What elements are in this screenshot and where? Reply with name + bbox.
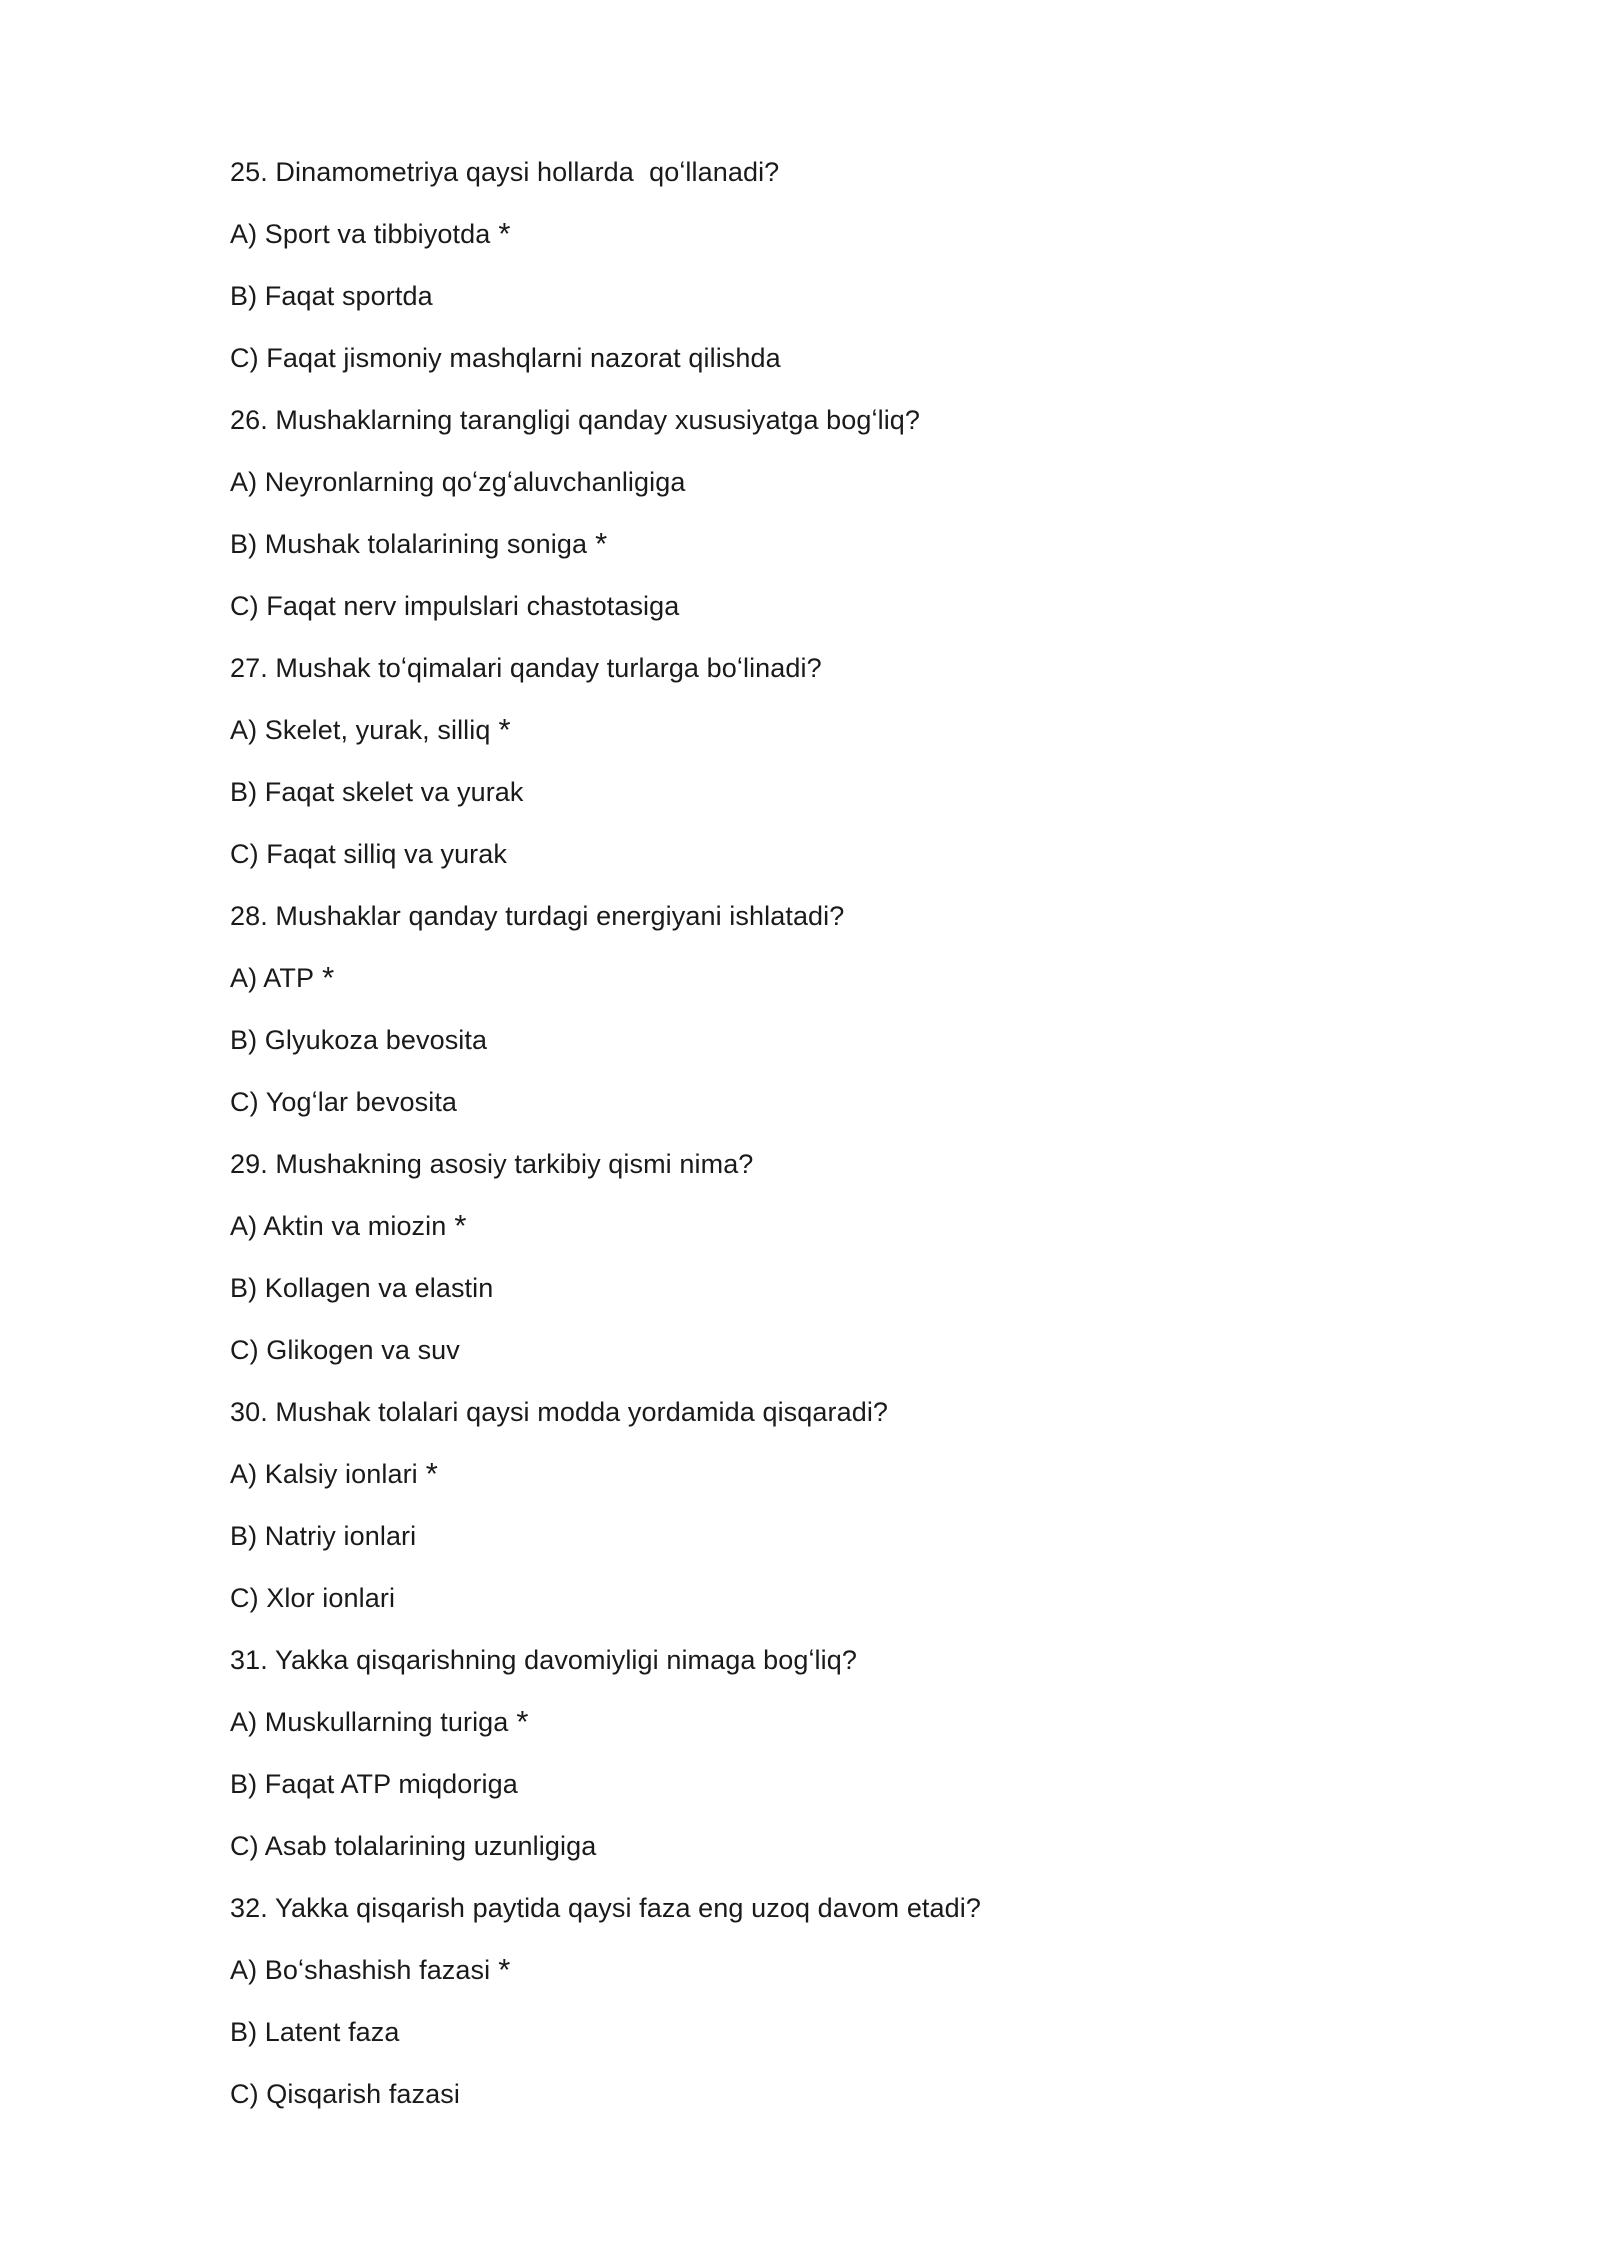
answer-option-text: A) ATP: [230, 963, 315, 993]
question-text: 27. Mushak toʻqimalari qanday turlarga boʻlinadi?: [230, 653, 822, 683]
answer-option-text: A) Kalsiy ionlari: [230, 1459, 418, 1489]
answer-option: [230, 1452, 1430, 1514]
question-text: 26. Mushaklarning tarangligi qanday xususiyatga bogʻliq?: [230, 405, 921, 435]
question-text: 29. Mushakning asosiy tarkibiy qismi nima?: [230, 1149, 754, 1179]
answer-option-text: C) Faqat nerv impulslari chastotasiga: [230, 591, 680, 621]
correct-answer-marker: *: [498, 216, 511, 251]
answer-option: [230, 770, 1430, 832]
answer-option-text: C) Asab tolalarining uzunligiga: [230, 1831, 597, 1861]
answer-option-text: A) Aktin va miozin: [230, 1211, 447, 1241]
answer-option: [230, 584, 1430, 646]
answer-option: [230, 708, 1430, 770]
answer-option-text: A) Neyronlarning qoʻzgʻaluvchanligiga: [230, 467, 686, 497]
answer-option-text: B) Kollagen va elastin: [230, 1273, 494, 1303]
answer-option-text: B) Glyukoza bevosita: [230, 1025, 488, 1055]
correct-answer-marker: *: [595, 526, 608, 561]
answer-option-text: A) Sport va tibbiyotda: [230, 219, 491, 249]
answer-option: [230, 2072, 1430, 2134]
answer-option: [230, 460, 1430, 522]
answer-option-text: C) Yogʻlar bevosita: [230, 1087, 458, 1117]
correct-answer-marker: *: [498, 1952, 511, 1987]
answer-option: [230, 1018, 1430, 1080]
question-text: 32. Yakka qisqarish paytida qaysi faza eng uzoq davom etadi?: [230, 1893, 981, 1923]
correct-answer-marker: *: [516, 1704, 529, 1739]
answer-option-text: C) Faqat silliq va yurak: [230, 839, 507, 869]
answer-option-text: C) Glikogen va suv: [230, 1335, 460, 1365]
correct-answer-marker: *: [454, 1208, 467, 1243]
answer-option: [230, 1328, 1430, 1390]
answer-option: [230, 1080, 1430, 1142]
question-text: 25. Dinamometriya qaysi hollarda qoʻllanadi?: [230, 157, 780, 187]
quiz-list: [230, 150, 1430, 2134]
answer-option: [230, 522, 1430, 584]
answer-option: [230, 1204, 1430, 1266]
answer-option: [230, 2010, 1430, 2072]
answer-option: [230, 832, 1430, 894]
answer-option: [230, 1576, 1430, 1638]
answer-option-text: B) Latent faza: [230, 2017, 400, 2047]
answer-option-text: A) Boʻshashish fazasi: [230, 1955, 491, 1985]
answer-option: [230, 274, 1430, 336]
answer-option-text: C) Faqat jismoniy mashqlarni nazorat qilishda: [230, 343, 781, 373]
answer-option-text: B) Faqat sportda: [230, 281, 433, 311]
answer-option-text: A) Muskullarning turiga: [230, 1707, 509, 1737]
answer-option: [230, 1948, 1430, 2010]
answer-option: [230, 1700, 1430, 1762]
question-text: 30. Mushak tolalari qaysi modda yordamida qisqaradi?: [230, 1397, 889, 1427]
answer-option-text: B) Faqat skelet va yurak: [230, 777, 524, 807]
answer-option-text: B) Mushak tolalarining soniga: [230, 529, 588, 559]
answer-option-text: B) Faqat ATP miqdoriga: [230, 1769, 518, 1799]
correct-answer-marker: *: [322, 960, 335, 995]
answer-option: [230, 1266, 1430, 1328]
answer-option: [230, 336, 1430, 398]
answer-option: [230, 1514, 1430, 1576]
answer-option: [230, 1824, 1430, 1886]
answer-option: [230, 1762, 1430, 1824]
correct-answer-marker: *: [498, 712, 511, 747]
answer-option-text: A) Skelet, yurak, silliq: [230, 715, 491, 745]
correct-answer-marker: *: [425, 1456, 438, 1491]
question-text: 31. Yakka qisqarishning davomiyligi nimaga bogʻliq?: [230, 1645, 857, 1675]
answer-option-text: B) Natriy ionlari: [230, 1521, 417, 1551]
answer-option: [230, 212, 1430, 274]
answer-option-text: C) Qisqarish fazasi: [230, 2079, 460, 2109]
answer-option: [230, 956, 1430, 1018]
answer-option-text: C) Xlor ionlari: [230, 1583, 396, 1613]
question-text: 28. Mushaklar qanday turdagi energiyani ishlatadi?: [230, 901, 845, 931]
